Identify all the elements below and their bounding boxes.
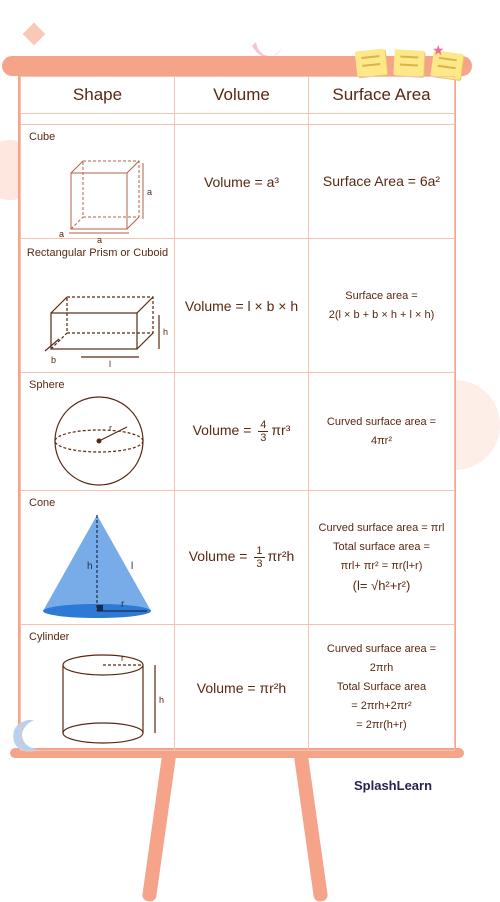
surface-line: Curved surface area = (326, 643, 437, 655)
cube-label-a: a (59, 229, 65, 239)
cube-label-a: a (97, 235, 103, 245)
cylinder-diagram (21, 643, 171, 755)
cube-diagram (21, 143, 171, 245)
shape-name: Cube (29, 131, 56, 143)
sticky-note (355, 49, 388, 78)
volume-cell (175, 491, 309, 625)
sphere-label: r (109, 423, 112, 433)
surface-line: 2(l × b + b × h + l × h) (328, 308, 435, 321)
surface-line: πrl+ πr² = πr(l+r) (340, 559, 423, 572)
table-row-sphere (21, 373, 455, 491)
cylinder-label: h (159, 695, 165, 705)
surface-cell (309, 373, 455, 491)
fraction (254, 545, 264, 570)
shape-name: Cylinder (29, 631, 70, 643)
shape-cell (21, 491, 175, 625)
surface-cell (309, 491, 455, 625)
surface-cell (309, 125, 455, 239)
surface-line: Surface Area = 6a² (322, 173, 441, 189)
cuboid-diagram (21, 289, 171, 369)
shape-cell (21, 373, 175, 491)
fraction-denominator: 3 (260, 432, 267, 444)
cuboid-label: h (163, 327, 169, 337)
volume-suffix: πr²h (267, 548, 295, 565)
shape-cell (21, 625, 175, 751)
cone-label: l (131, 561, 134, 572)
volume-suffix: πr³ (271, 422, 291, 439)
surface-line: = 2πr(h+r) (356, 719, 407, 731)
header-surface-area: Surface Area (309, 77, 455, 114)
volume-prefix: Volume = (188, 548, 248, 565)
table-row-cone (21, 491, 455, 625)
volume-cell (175, 373, 309, 491)
cylinder-label: r (121, 653, 124, 663)
shape-cell (21, 125, 175, 245)
surface-line: 4πr² (370, 434, 393, 447)
brand-logo[interactable]: SplashLearn (354, 778, 433, 793)
shape-cell (21, 239, 175, 373)
surface-line: Curved surface area = (326, 415, 437, 428)
sticky-note (393, 49, 424, 77)
easel-leg-left (142, 752, 177, 902)
cone-label: r (121, 599, 125, 610)
star-icon: ★ (432, 42, 445, 58)
fraction-denominator: 3 (256, 558, 263, 570)
surface-line: = 2πrh+2πr² (351, 700, 412, 712)
surface-line: (l= √h²+r²) (352, 577, 411, 593)
cone-label: h (87, 561, 93, 572)
surface-line: Total Surface area (336, 681, 427, 693)
cuboid-label: b (51, 355, 57, 365)
surface-line: Curved surface area = πrl (318, 521, 445, 534)
shape-name: Rectangular Prism or Cuboid (26, 247, 169, 259)
surface-line: Surface area = (345, 289, 418, 302)
header-shape: Shape (21, 77, 175, 114)
surface-cell (309, 239, 455, 373)
shape-name: Cone (29, 497, 56, 509)
diamond-decoration (23, 23, 46, 46)
volume-prefix: Volume = (192, 422, 252, 439)
table-row-cylinder (21, 625, 455, 751)
cone-diagram (21, 511, 171, 623)
volume-cell: Volume = πr²h (175, 625, 309, 751)
volume-cell: Volume = a³ (175, 125, 309, 239)
surface-line: 2πrh (369, 662, 394, 674)
fraction-numerator: 4 (260, 419, 267, 431)
formula-table (20, 76, 455, 751)
sphere-diagram (21, 395, 171, 491)
easel-leg-right (294, 752, 329, 902)
cube-label-a: a (147, 187, 153, 197)
cuboid-label: l (109, 359, 111, 369)
table-row-cuboid (21, 239, 455, 373)
table-header-row (21, 77, 455, 114)
header-volume: Volume (175, 77, 309, 114)
surface-line: Total surface area = (333, 540, 430, 553)
fraction-numerator: 1 (256, 545, 263, 557)
table-row-cube (21, 125, 455, 239)
fraction (258, 419, 268, 444)
surface-cell (309, 625, 455, 751)
volume-cell: Volume = l × b × h (175, 239, 309, 373)
shape-name: Sphere (29, 379, 65, 391)
